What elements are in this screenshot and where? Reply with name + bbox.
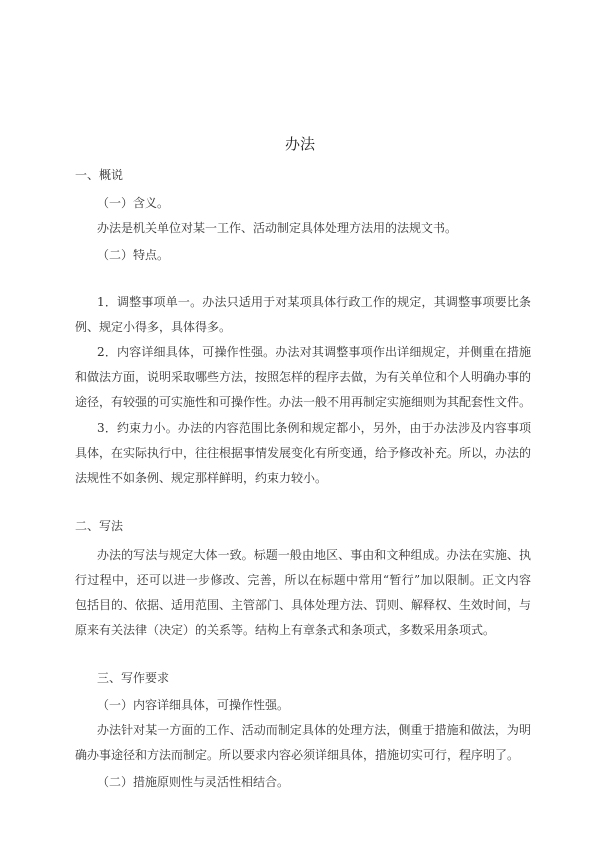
subheading-detailed: （一）内容详细具体，可操作性强。 — [97, 698, 290, 712]
document-title: 办法 — [284, 135, 315, 153]
subheading-principle-flexibility: （二）措施原则性与灵活性相结合。 — [97, 775, 290, 789]
paragraph-definition: 办法是机关单位对某一工作、活动制定具体处理方法用的法规文书。 — [97, 221, 458, 235]
section-heading-writing: 二、写法 — [75, 519, 124, 533]
paragraph-requirements: 办法针对某一方面的工作、活动而制定具体的处理方法，侧重于措施和做法，为明确办事途径和方法而制定。所以要求内容必须详细具体，措施切实可行，程序明了。 — [75, 723, 531, 762]
subheading-features: （二）特点。 — [97, 248, 170, 262]
feature-item-1: 1．调整事项单一。办法只适用于对某项具体行政工作的规定，其调整事项要比条例、规定小得多，具体得多。 — [75, 295, 531, 334]
subheading-meaning: （一）含义。 — [97, 196, 170, 210]
section-heading-overview: 一、概说 — [75, 168, 124, 182]
feature-item-3: 3．约束力小。办法的内容范围比条例和规定都小，另外，由于办法涉及内容事项具体，在实际执行中，往往根据事情发展变化有所变通，给予修改补充。所以，办法的法规性不如条例、规定那样鲜明，约束力较小。 — [75, 421, 532, 485]
section-heading-requirements: 三、写作要求 — [97, 671, 170, 685]
feature-item-2: 2．内容详细具体，可操作性强。办法对其调整事项作出详细规定，并侧重在措施和做法方面，说明采取哪些方法，按照怎样的程序去做，为有关单位和个人明确办事的途径，有较强的可实施性和可操作性。办法一般不用再制定实施细则为其配套性文件。 — [75, 345, 532, 409]
paragraph-writing: 办法的写法与规定大体一致。标题一般由地区、事由和文种组成。办法在实施、执行过程中，还可以进一步修改、完善，所以在标题中常用“暂行”加以限制。正文内容包括目的、依据、适用范围、主管部门、具体处理方法、罚则、解释权、生效时间，与原来有关法律（决定）的关系等。结构上有章条式和条项式，多数采用条项式。 — [75, 548, 532, 637]
